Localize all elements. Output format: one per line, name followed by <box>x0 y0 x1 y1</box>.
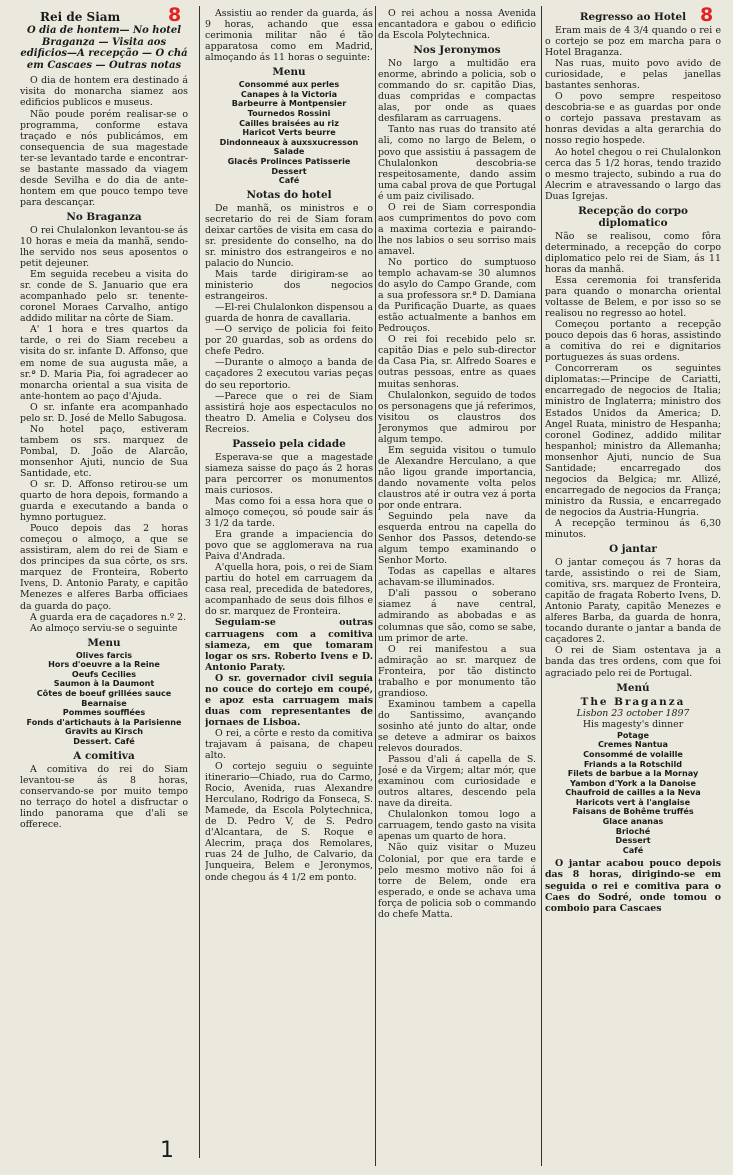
paragraph: D'ali passou o soberano siamez á nave central, admirando as abobadas e as columnas que são, como se sabe, um primor de arte. <box>378 588 536 644</box>
paragraph: A'quella hora, pois, o rei de Siam partiu do hotel em carruagem da casa real, precedida de batedores, acompanhado de seus dois filhos e do sr. marquez de Fronteira. <box>205 562 373 618</box>
menu-item: Dessert. Café <box>73 736 135 747</box>
section-heading-jantar: O jantar <box>609 543 657 556</box>
column-rule-3 <box>541 6 542 1166</box>
paragraph: O rei, a côrte e resto da comitiva trajavam á paisana, de chapeu alto. <box>205 727 373 762</box>
menu-hotel-name: The Braganza <box>580 695 686 708</box>
paragraph: Chulalonkon, seguido de todos os personagens que já referimos, visitou os claustros dos Jeronymos que admirou por algum tempo. <box>378 389 536 445</box>
menu-item: Café <box>622 844 644 855</box>
paragraph: O sr. D. Affonso retirou-se um quarto de hora depois, formando a guarda e executando a banda o hymno portuguez. <box>20 479 188 524</box>
paragraph: O rei foi recebido pelo sr. capitão Dias e pelo sub-director da Casa Pia, sr. Alfredo Soares e outras pessoas, entre as quaes muitas senhoras. <box>378 334 536 390</box>
menu-item: Dessert <box>271 165 307 176</box>
menu-item: Chaufroid de cailles a la Neva <box>565 787 701 798</box>
paragraph: O sr. governador civil seguia no couce do cortejo em coupé, e apoz esta carruagem mais duas com representantes de jornaes de Lisboa. <box>205 672 373 728</box>
paragraph: Mas como foi a essa hora que o almoço começou, só poude sair ás 3 1/2 da tarde. <box>205 495 373 530</box>
menu-title: Menu <box>272 66 306 79</box>
section-heading-comitiva: A comitiva <box>73 749 135 762</box>
menu-item: Yambon d'York a la Danoise <box>569 777 696 788</box>
paragraph: Ao hotel chegou o rei Chulalonkon cerca das 5 1/2 horas, tendo trazido o mesmo trajecto, subindo a rua do Alecrim e atravessando o largo das Duas Igrejas. <box>545 146 721 202</box>
section-heading-regresso: Regresso ao Hotel <box>579 11 687 23</box>
paragraph: Assistiu ao render da guarda, ás 9 horas, achando que essa cerimonia militar não é tão apparatosa como em Madrid, almoçando ás 11 horas o seguinte: <box>205 8 373 64</box>
paragraph: —Durante o almoço a banda de caçadores 2 executou varias peças do seu reportorio. <box>205 357 373 391</box>
paragraph: Passou d'ali á capella de S. José e da Virgem; altar mór, que examinou com curiosidade e outros altares, descendo pela nave da direita. <box>378 754 536 810</box>
menu-item: Fonds d'artichauts à la Parisienne <box>26 716 182 727</box>
menu-item: Dindonneaux à auxsxucresson <box>219 136 359 147</box>
menu-item: Friands a la Rotschild <box>583 758 683 769</box>
column-1 <box>20 8 188 1156</box>
menu-list <box>545 731 721 856</box>
paragraph: Não poude porém realisar-se o programma, conforme estava traçado e nós publicámos, em consequencia de sua magestade ter-se levantado tarde e encontrar-se bastante massado da viagem desde Sevilha e do dia de ante-hontem em que pouco tempo teve para descançar. <box>20 108 188 208</box>
menu-item: Consommé de volaille <box>583 748 683 759</box>
menu-item: Consommé aux perles <box>238 79 340 90</box>
paragraph: Seguiam-se outras carruagens com a comitiva siameza, em que tomaram logar os srs. Roberto Ivens e D. Antonio Paraty. <box>205 617 373 673</box>
paragraph: Começou portanto a recepção pouco depois das 6 horas, assistindo a comitiva do rei e dignitarios portuguezes ás suas ordens. <box>545 319 721 364</box>
menu-title: Menu <box>87 636 121 649</box>
menu-item: Pommes soufflées <box>62 707 146 718</box>
menu-item: Cailles braisées au riz <box>239 117 339 128</box>
menu-item: Canapes à la Victoria <box>240 88 338 99</box>
column-rule-1 <box>199 6 200 1158</box>
menu-dinner-title: His magesty's dinner <box>582 718 684 730</box>
column-4 <box>545 8 721 1153</box>
paragraph: O rei de Siam ostentava ja a banda das tres ordens, com que foi agraciado pelo rei de Portugal. <box>545 645 721 679</box>
page-mark: 1 <box>160 1138 174 1163</box>
menu-item: Côtes de boeuf grillées sauce Bearnaise <box>36 688 172 708</box>
section-heading-recepcao: Recepção do corpo diplomatico <box>578 204 688 229</box>
paragraph: O rei achou a nossa Avenida encantadora e gabou o edificio da Escola Polytechnica. <box>378 8 536 42</box>
article-subhead: O dia de hontem— No hotel Braganza — Visita aos edificios—A recepção — O chá em Cascaes — Outras notas <box>20 25 188 71</box>
menu-date: Lisbon 23 october 1897 <box>576 707 690 719</box>
paragraph: O jantar acabou pouco depois das 8 horas, dirigindo-se em seguida o rei e comitiva para o Caes do Sodré, onde tomou o comboio para Cascaes <box>545 858 721 914</box>
menu-item: Oeufs Cecilies <box>71 668 137 679</box>
paragraph: O rei de Siam correspondia aos cumprimentos do povo com a maxima cortezia e pairando-lhe nos labios o seu sorriso mais amavel. <box>378 201 536 257</box>
page-number-left: 8 <box>168 4 182 26</box>
menu-item: Salade <box>273 146 305 157</box>
paragraph: Concorreram os seguintes diplomatas:—Principe de Cariatti, encarregado de negocios de Italia; ministro de Inglaterra; ministro dos Estados Unidos da America; D. Angel Ruata, ministro de Hespanha; coronel Godinez, addido militar hespanhol; ministro da Allemanha; monsenhor Ajuti, nuncio de Sua Santidade; encarregado dos negocios da Belgica; mr. Allizé, encarregado de negocios da França; ministro da Russia, e encarregado de negocios da Austria-Hungria. <box>545 363 721 518</box>
menu-item: Hors d'oeuvre a la Reine <box>48 659 160 670</box>
paragraph: A guarda era de caçadores n.º 2. <box>30 611 187 623</box>
paragraph: O dia de hontem era destinado á visita do monarcha siamez aos edificios publicos e museus. <box>20 75 188 109</box>
paragraph: Nas ruas, muito povo avido de curiosidade, e pelas janellas bastantes senhoras. <box>545 58 721 92</box>
paragraph: O rei Chulalonkon levantou-se ás 10 horas e meia da manhã, sendo-lhe servido nos seus aposentos o petit dejeuner. <box>20 224 188 270</box>
menu-item: Gravits au Kirsch <box>64 726 144 737</box>
menu-item: Olives farcis <box>75 649 133 660</box>
menu-item: Saumon à la Daumont <box>53 678 155 689</box>
menu-item: Brioché <box>615 825 651 836</box>
page-number-right: 8 <box>700 4 714 26</box>
menu-item: Cremes Nantua <box>597 739 669 750</box>
paragraph: Seguindo pela nave da esquerda entrou na capella do Senhor dos Passos, detendo-se algum tempo examinando o Senhor Morto. <box>378 511 536 567</box>
paragraph: Esperava-se que a magestade siameza saisse do paço ás 2 horas para percorrer os monumentos mais curiosos. <box>205 451 373 496</box>
column-3 <box>378 8 536 1170</box>
paragraph: Examinou tambem a capella do Santissimo, avançando sosinho até junto do altar, onde se deteve a admirar os baixos relevos dourados. <box>378 698 536 755</box>
paragraph: De manhã, os ministros e o secretario do rei de Siam foram deixar cartões de visita em casa do sr. presidente do conselho, na do sr. ministro dos estrangeiros e no palacio do Nuncio. <box>205 202 373 269</box>
paragraph: Não se realisou, como fôra determinado, a recepção do corpo diplomatico pelo rei de Siam, ás 11 horas da manhã. <box>545 230 721 275</box>
menu-item: Glace ananas <box>602 816 664 827</box>
paragraph: No largo a multidão era enorme, abrindo a policia, sob o commando do sr. capitão Dias, duas compridas e compactas alas, por onde as quaes desfilaram as carruagens. <box>378 58 536 125</box>
menu-item: Haricot Verts beurre <box>242 127 336 138</box>
paragraph: O sr. infante era acompanhado pelo sr. D. José de Mello Sabugosa. <box>20 401 188 424</box>
paragraph: Em seguida visitou o tumulo de Alexandre Herculano, a que não ligou grande importancia, dando novamente volta pelos claustros até ir outra vez á porta por onde entrara. <box>378 444 536 512</box>
menu-title: Menú <box>616 681 650 694</box>
paragraph: No portico do sumptuoso templo achavam-se 30 alumnos do asylo do Campo Grande, com a sua professora sr.ª D. Damiana da Purificação Duarte, as quaes estão actualmente a banhos em Pedrouços. <box>378 256 536 335</box>
paragraph: Mais tarde dirigiram-se ao ministerio dos negocios estrangeiros. <box>205 269 373 303</box>
paragraph: O rei manifestou a sua admiração ao sr. marquez de Fronteira, por tão distincto trabalho e por monumento tão grandioso. <box>378 643 536 699</box>
menu-item: Glacês Prolinces Patisserie <box>227 155 351 166</box>
menu-item: Faisans de Bohême truffés <box>572 806 694 817</box>
paragraph: O cortejo seguiu o seguinte itinerario—Chiado, rua do Carmo, Rocio, Avenida, ruas Alexandre Herculano, Rodrigo da Fonseca, S. Mamede, da Escola Polytechnica, de D. Pedro V, de S. Pedro d'Alcantara, de S. Roque e Alecrim, praça dos Remolares, ruas 24 de Julho, de Calvario, da Junqueira, Belem e Jeronymos, onde chegou ás 4 1/2 em ponto. <box>205 761 373 883</box>
paragraph: O jantar começou ás 7 horas da tarde, assistindo o rei de Siam, comitiva, srs. marquez de Fronteira, capitão de fragata Roberto Ivens, D. Antonio Paraty, capitão Menezes e alferes Barba, da guarda de honra, tocando durante o jantar a banda de caçadores 2. <box>545 557 721 646</box>
section-heading-jeronymos: Nos Jeronymos <box>413 44 501 57</box>
paragraph: A recepção terminou ás 6,30 minutos. <box>545 517 721 541</box>
paragraph: —O serviço de policia foi feito por 20 guardas, sob as ordens do chefe Pedro. <box>205 324 373 358</box>
paragraph: Essa ceremonia foi transferida para quando o monarcha oriental voltasse de Belem, e por isso so se realisou no regresso ao hotel. <box>545 274 721 320</box>
section-heading-notas: Notas do hotel <box>246 188 332 201</box>
menu-list <box>205 80 373 186</box>
paragraph: No hotel paço, estiveram tambem os srs. marquez de Pombal, D. João de Alarcão, monsenhor Ajuti, nuncio de Sua Santidade, etc. <box>20 423 188 479</box>
menu-item: Dessert <box>615 835 651 846</box>
paragraph: A' 1 hora e tres quartos da tarde, o rei do Siam recebeu a visita do sr. infante D. Affonso, que em nome de sua augusta mãe, a sr.ª D. Maria Pia, foi agradecer ao monarcha oriental a sua visita de ante-hontem ao paço d'Ajuda. <box>20 324 188 402</box>
column-2 <box>205 8 373 1158</box>
paragraph: Era grande a impaciencia do povo que se agglomerava na rua Paiva d'Andrada. <box>205 529 373 563</box>
menu-item: Filets de barbue a la Mornay <box>567 768 699 779</box>
paragraph: O povo sempre respeitoso descobria-se e as guardas por onde o cortejo passava prestavam as honras devidas a alta gerarchia do nosso regio hospede. <box>545 91 721 147</box>
section-heading-braganza: No Braganza <box>66 210 142 223</box>
paragraph: Chulalonkon tomou logo a carruagem, tendo gasto na visita apenas um quarto de hora. <box>378 809 536 843</box>
paragraph: Ao almoço serviu-se o seguinte <box>30 622 178 634</box>
paragraph: Eram mais de 4 3/4 quando o rei e o cortejo se poz em marcha para o Hotel Braganza. <box>545 25 721 59</box>
paragraph: Não quiz visitar o Muzeu Colonial, por que era tarde e pelo mesmo motivo não foi á torre de Belem, onde era esperado, e onde se achava uma força de policia sob o commando do chefe Matta. <box>378 842 536 920</box>
paragraph: A comitiva do rei do Siam levantou-se ás 8 horas, conservando-se por muito tempo no terraço do hotel a disfructar o lindo panorama que d'ali se offerece. <box>20 763 188 830</box>
paragraph: Em seguida recebeu a visita do sr. conde de S. Januario que era acompanhado pelo sr. tenente-coronel Moraes Carvalho, antigo addido militar na côrte de Siam. <box>20 269 188 325</box>
menu-item: Haricots vert à l'anglaise <box>575 796 691 807</box>
paragraph: Todas as capellas e altares achavam-se illuminados. <box>378 566 536 589</box>
menu-item: Potage <box>616 729 650 740</box>
column-rule-2 <box>375 6 376 1166</box>
article-title: Rei de Siam <box>40 10 121 24</box>
menu-item: Barbeurre à Montpensier <box>231 98 347 109</box>
section-heading-passeio: Passeio pela cidade <box>232 437 346 450</box>
paragraph: Pouco depois das 2 horas começou o almoço, a que se assistiram, alem do rei de Siam e dos principes da sua côrte, os srs. marquez de Fronteira, Roberto Ivens, D. Antonio Paraty, e capitão Menezes e alferes Barba officiaes da guarda do paço. <box>20 523 188 612</box>
paragraph: —Parece que o rei de Siam assistirá hoje aos espectaculos no theatro D. Amelia e Colyseu dos Recreios. <box>205 390 373 435</box>
paragraph: —El-rei Chulalonkon dispensou a guarda de honra de cavallaria. <box>205 302 373 325</box>
paragraph: Tanto nas ruas do transito até ali, como no largo de Belem, o povo que assistiu á passagem de Chulalonkon descobria-se respeitosamente, dando assim uma cabal prova de que Portugal é um paiz civilisado. <box>378 124 536 202</box>
menu-item: Café <box>278 175 300 186</box>
menu-list <box>20 651 188 747</box>
menu-item: Tournedos Rossini <box>247 108 331 119</box>
